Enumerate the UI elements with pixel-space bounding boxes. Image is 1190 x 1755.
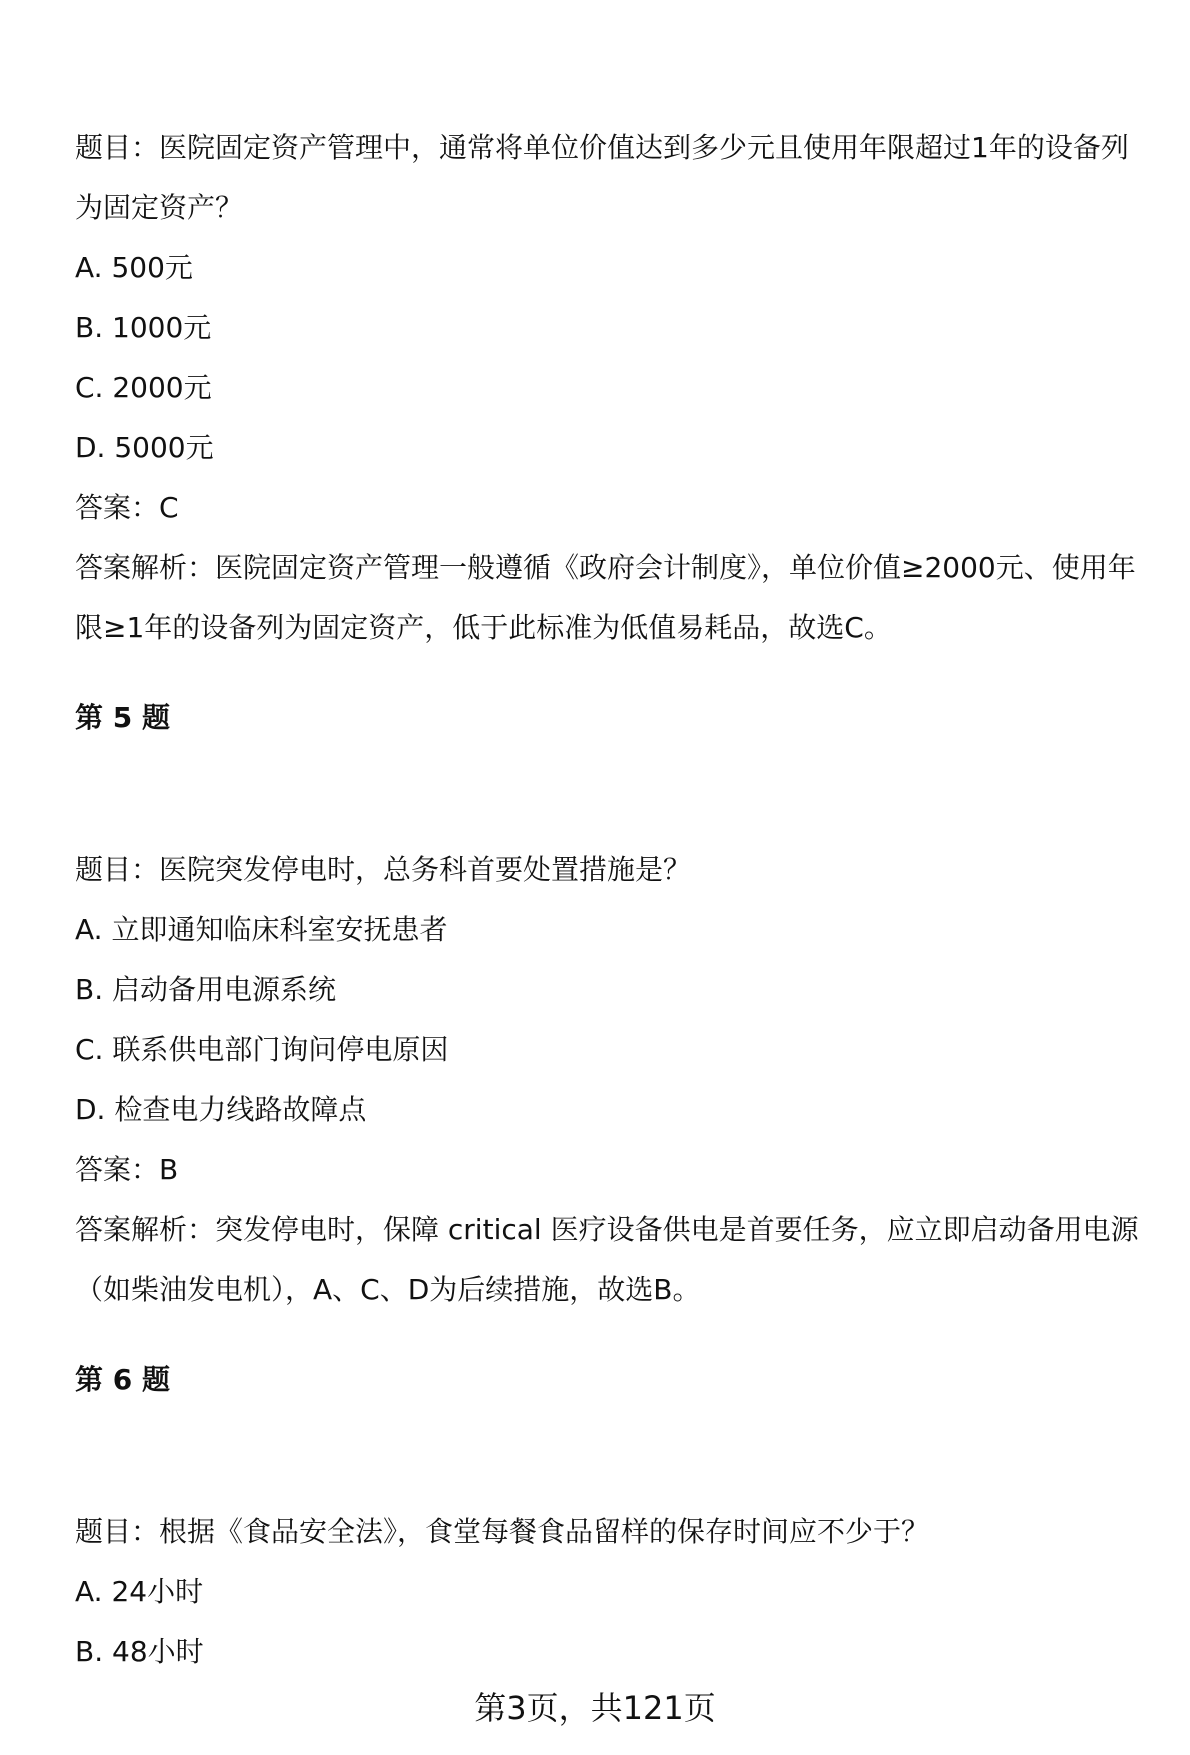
option-d: D. 检查电力线路故障点 xyxy=(75,1093,367,1126)
option-d: D. 5000元 xyxy=(75,431,214,464)
question-heading: 第 5 题 xyxy=(75,701,170,734)
question-block xyxy=(75,118,1155,658)
answer-analysis: 答案解析：医院固定资产管理一般遵循《政府会计制度》，单位价值≥2000元、使用年限≥1年的设备列为固定资产，低于此标准为低值易耗品，故选C。 xyxy=(75,551,1136,644)
question-stem: 题目：根据《食品安全法》，食堂每餐食品留样的保存时间应不少于？ xyxy=(75,1515,930,1548)
option-a: A. 500元 xyxy=(75,251,193,284)
question-stem: 题目：医院突发停电时，总务科首要处置措施是？ xyxy=(75,853,692,886)
option-a: A. 24小时 xyxy=(75,1575,204,1608)
option-c: C. 联系供电部门询问停电原因 xyxy=(75,1033,449,1066)
question-block xyxy=(75,1350,1155,1682)
question-heading: 第 6 题 xyxy=(75,1363,170,1396)
question-block xyxy=(75,688,1155,1320)
option-b: B. 启动备用电源系统 xyxy=(75,973,337,1006)
answer: 答案：C xyxy=(75,491,179,524)
option-c: C. 2000元 xyxy=(75,371,212,404)
question-stem: 题目：医院固定资产管理中，通常将单位价值达到多少元且使用年限超过1年的设备列为固定资产？ xyxy=(75,131,1129,224)
option-a: A. 立即通知临床科室安抚患者 xyxy=(75,913,448,946)
option-b: B. 1000元 xyxy=(75,311,212,344)
answer: 答案：B xyxy=(75,1153,179,1186)
answer-analysis: 答案解析：突发停电时，保障 critical 医疗设备供电是首要任务，应立即启动备用电源（如柴油发电机），A、C、D为后续措施，故选B。 xyxy=(75,1213,1139,1306)
page-content xyxy=(75,118,1155,1682)
page-number-footer: 第3页，共121页 xyxy=(474,1689,716,1727)
option-b: B. 48小时 xyxy=(75,1635,204,1668)
